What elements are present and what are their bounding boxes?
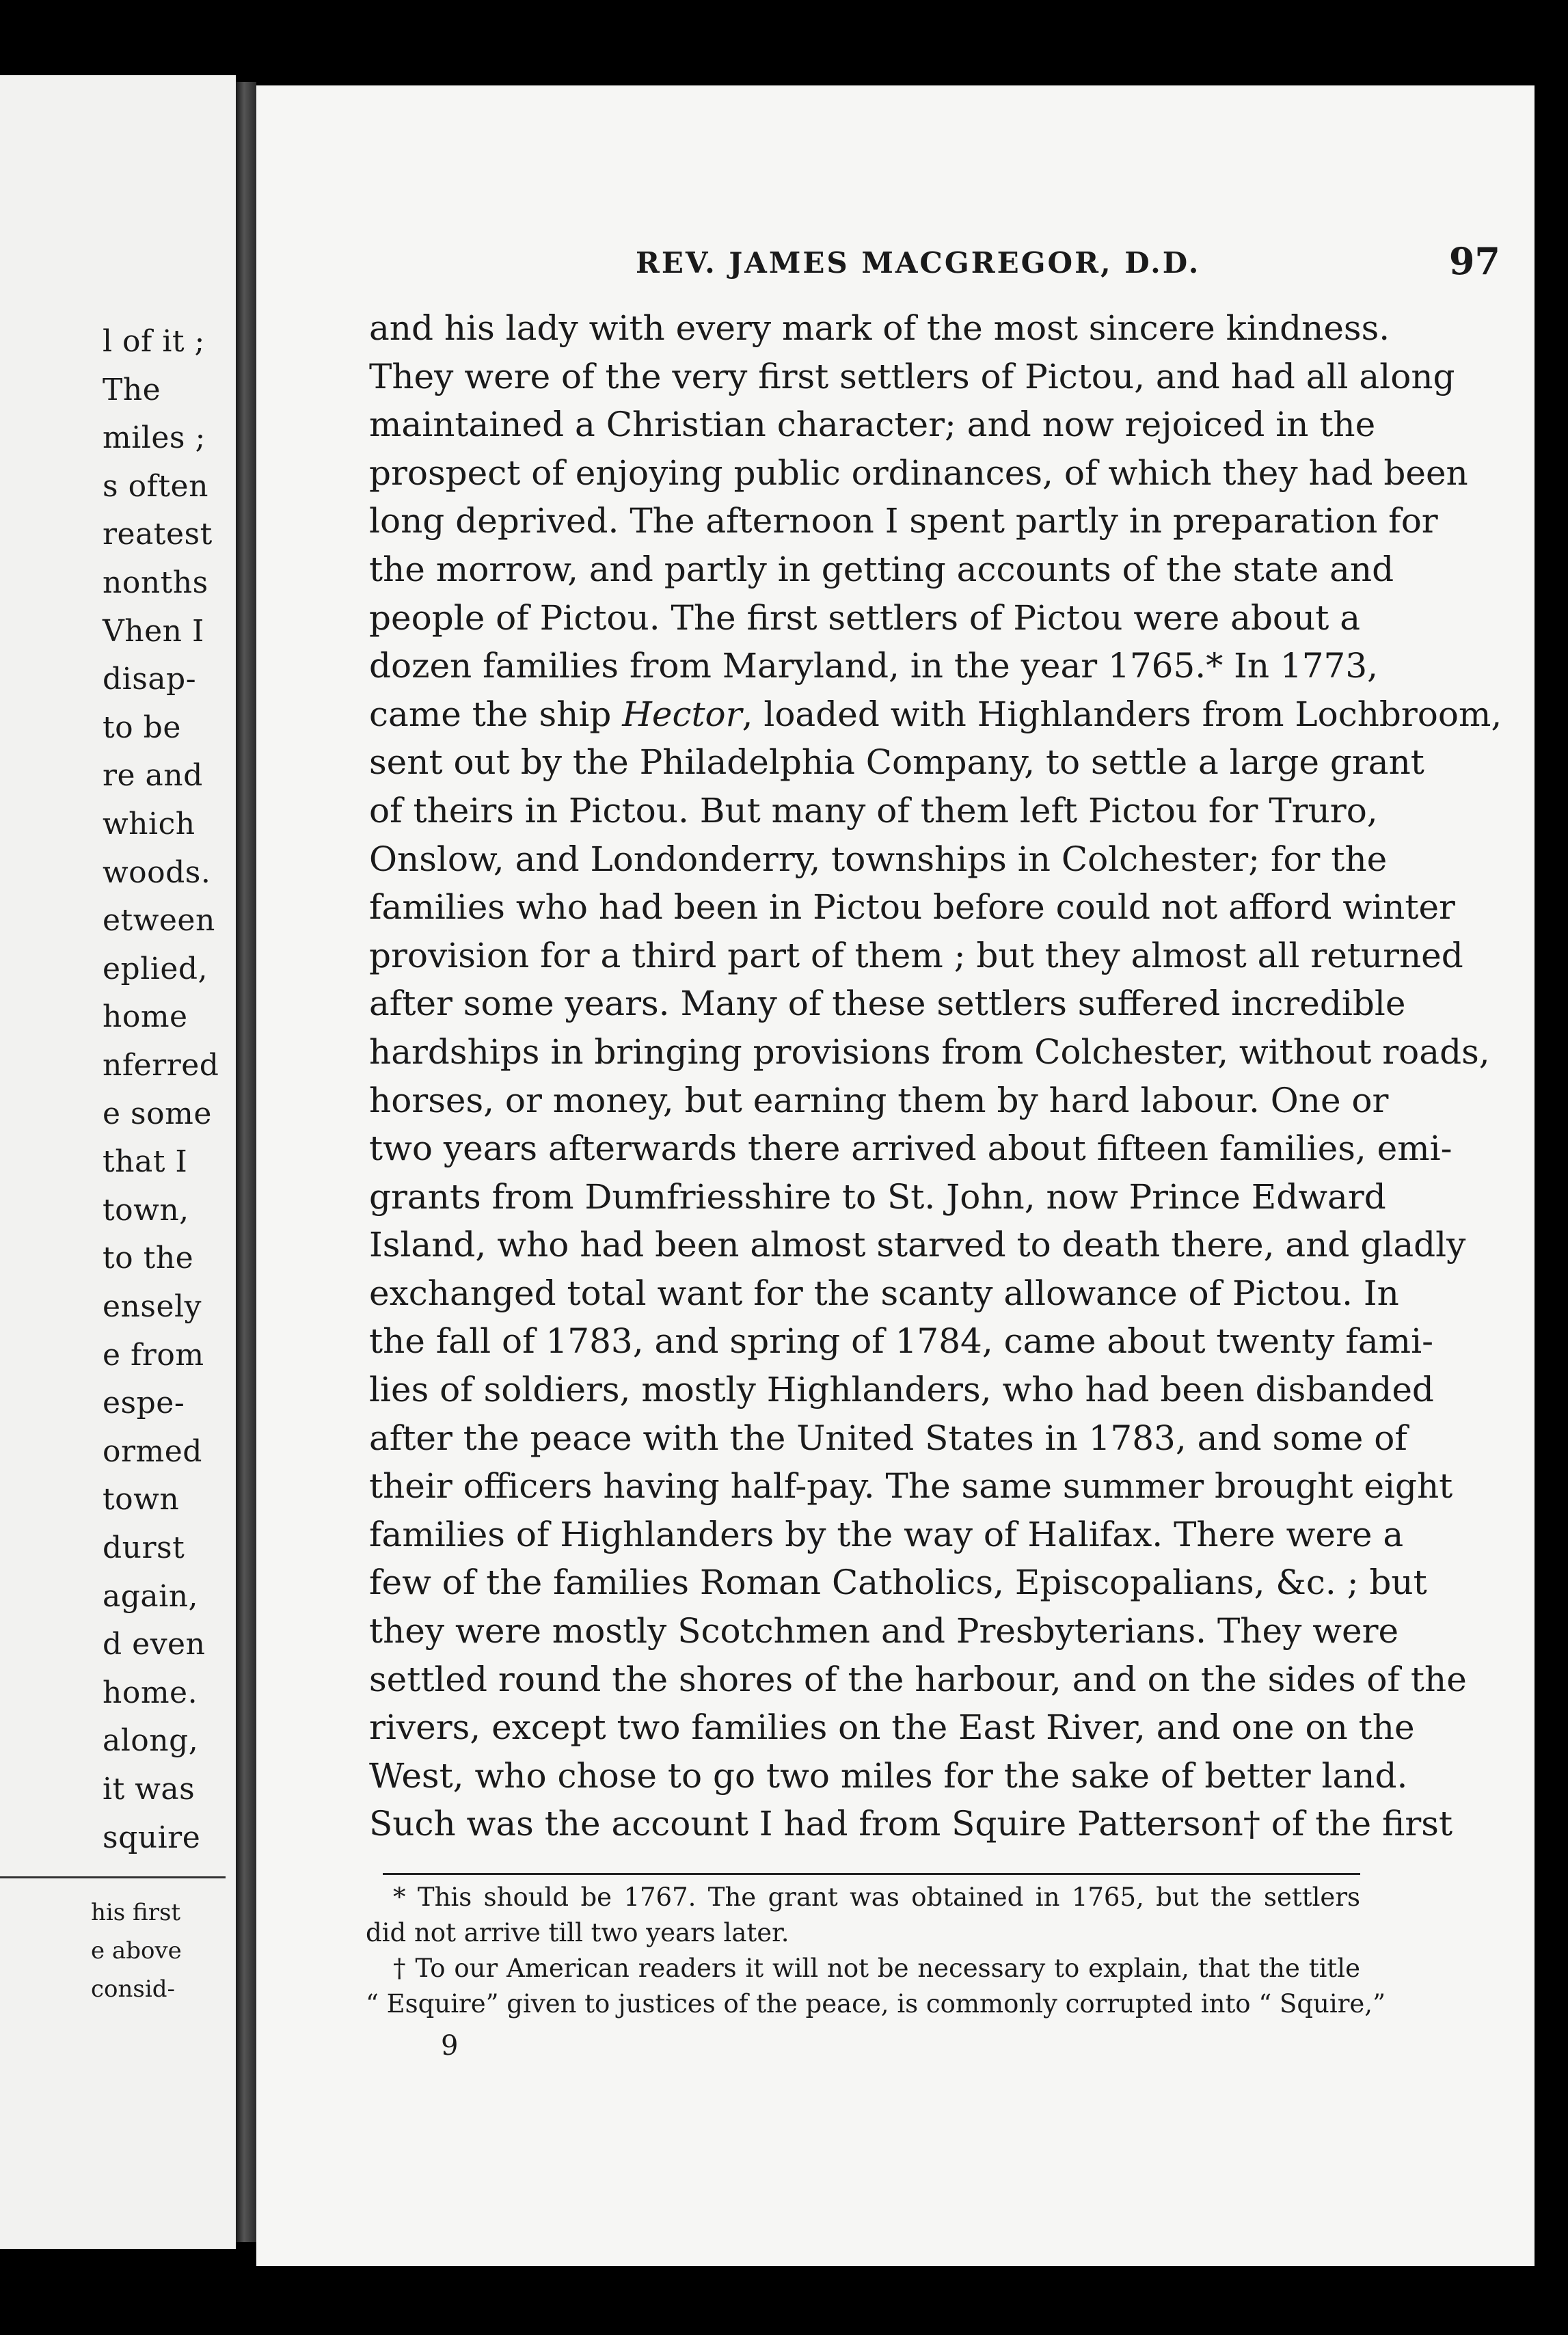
body-line: They were of the very first settlers of Pictou, and had all along — [369, 356, 1455, 396]
left-page-line: espe- — [103, 1386, 185, 1421]
body-line: rivers, except two families on the East River, and one on the — [369, 1708, 1415, 1748]
left-page-line: again, — [103, 1578, 199, 1614]
footnote-line: * This should be 1767. The grant was obtained in 1765, but the settlers — [393, 1882, 1360, 1912]
left-page-line: along, — [103, 1723, 199, 1759]
body-line: grants from Dumfriesshire to St. John, now Prince Edward — [369, 1176, 1386, 1217]
body-line: and his lady with every mark of the most sincere kindness. — [369, 308, 1390, 348]
body-line: their officers having half-pay. The same summer brought eight — [369, 1466, 1453, 1507]
body-line: maintained a Christian character; and now rejoiced in the — [369, 405, 1376, 445]
body-line: long deprived. The afternoon I spent partly in preparation for — [369, 501, 1438, 541]
body-line: Onslow, and Londonderry, townships in Colchester; for the — [369, 839, 1388, 879]
left-page-line: town, — [103, 1192, 189, 1228]
running-head: REV. JAMES MACGREGOR, D.D. — [636, 246, 1201, 280]
body-line: hardships in bringing provisions from Colchester, without roads, — [369, 1031, 1490, 1072]
body-line: Such was the account I had from Squire Patterson† of the first — [369, 1804, 1453, 1844]
body-line: horses, or money, but earning them by hard labour. One or — [369, 1080, 1389, 1120]
left-page-line: that I — [103, 1144, 188, 1180]
body-line: two years afterwards there arrived about fifteen families, emi- — [369, 1129, 1452, 1169]
left-page-line: to be — [103, 710, 181, 745]
body-line: exchanged total want for the scanty allowance of Pictou. In — [369, 1273, 1399, 1313]
left-page-line: Vhen I — [103, 613, 204, 649]
left-page-line: miles ; — [103, 420, 206, 456]
left-page-line: nferred — [103, 1048, 219, 1083]
body-line: sent out by the Philadelphia Company, to settle a large grant — [369, 742, 1424, 783]
body-line: the morrow, and partly in getting accounts of the state and — [369, 549, 1394, 589]
body-line: prospect of enjoying public ordinances, of which they had been — [369, 453, 1468, 493]
left-page-line: squire — [103, 1820, 201, 1855]
body-line: provision for a third part of them ; but they almost all returned — [369, 935, 1463, 975]
footnote-line: † To our American readers it will not be necessary to explain, that the title — [393, 1954, 1360, 1983]
left-page-line: town — [103, 1482, 180, 1517]
footnote-line: did not arrive till two years later. — [366, 1918, 789, 1947]
body-line — [369, 690, 1502, 739]
left-page-footnote-line: consid- — [91, 1975, 175, 2003]
body-line: families who had been in Pictou before could not afford winter — [369, 887, 1455, 928]
body-line: the fall of 1783, and spring of 1784, came about twenty fami- — [369, 1321, 1433, 1362]
footnotes — [366, 1880, 1385, 2022]
body-line: they were mostly Scotchmen and Presbyterians. They were — [369, 1611, 1399, 1651]
page-number: 97 — [1448, 239, 1500, 283]
left-footnote-rule — [0, 1876, 226, 1878]
page-header — [636, 239, 1504, 287]
left-page-line: The — [103, 372, 161, 407]
body-line: after some years. Many of these settlers suffered incredible — [369, 984, 1406, 1024]
left-page-line: to the — [103, 1241, 194, 1276]
signature-mark: 9 — [441, 2030, 459, 2062]
body-line: after the peace with the United States in 1783, and some of — [369, 1418, 1407, 1458]
body-line: few of the families Roman Catholics, Episcopalians, &c. ; but — [369, 1563, 1427, 1603]
body-line: West, who chose to go two miles for the sake of better land. — [369, 1755, 1408, 1796]
left-page-footnote-line: his first — [91, 1899, 181, 1926]
left-page-line: ormed — [103, 1433, 202, 1469]
body-line: of theirs in Pictou. But many of them left Pictou for Truro, — [369, 790, 1378, 831]
left-page-line: it was — [103, 1772, 195, 1807]
left-page-line: which — [103, 807, 195, 841]
left-page-line: e some — [103, 1096, 212, 1131]
body-line: families of Highlanders by the way of Halifax. There were a — [369, 1514, 1404, 1554]
body-line: dozen families from Maryland, in the year 1765.* In 1773, — [369, 646, 1379, 686]
left-page-line: eplied, — [103, 951, 208, 986]
left-page-footnote-line: e above — [91, 1937, 182, 1965]
left-page-line: l of it ; — [103, 324, 205, 359]
left-facing-page — [0, 75, 236, 2249]
left-page-line: e from — [103, 1337, 204, 1373]
left-page-line: re and — [103, 758, 203, 794]
left-page-line: ensely — [103, 1289, 202, 1324]
body-line: settled round the shores of the harbour, and on the sides of the — [369, 1659, 1467, 1699]
footnote-rule — [383, 1873, 1360, 1875]
left-page-line: home. — [103, 1675, 198, 1710]
left-page-line: woods. — [103, 854, 211, 890]
ship-name: Hector — [622, 694, 742, 734]
left-page-line: d even — [103, 1627, 206, 1662]
left-page-line: home — [103, 999, 188, 1035]
body-text-fragment: came the ship — [369, 694, 623, 734]
book-spine — [236, 82, 256, 2242]
right-page — [256, 85, 1535, 2266]
body-text — [369, 304, 1502, 1848]
left-page-line: s often — [103, 468, 208, 504]
body-line: Island, who had been almost starved to death there, and gladly — [369, 1225, 1466, 1265]
left-page-line: disap- — [103, 662, 197, 697]
left-page-line: durst — [103, 1530, 185, 1565]
left-page-line: etween — [103, 903, 215, 939]
left-page-line: nonths — [103, 565, 208, 600]
body-line: people of Pictou. The first settlers of Pictou were about a — [369, 597, 1361, 638]
body-text-fragment: , loaded with Highlanders from Lochbroom, — [742, 694, 1502, 734]
left-page-line: reatest — [103, 517, 213, 552]
body-line: lies of soldiers, mostly Highlanders, who had been disbanded — [369, 1370, 1434, 1410]
footnote-line: “ Esquire” given to justices of the peace, is commonly corrupted into “ Squire,” — [366, 1989, 1385, 2019]
